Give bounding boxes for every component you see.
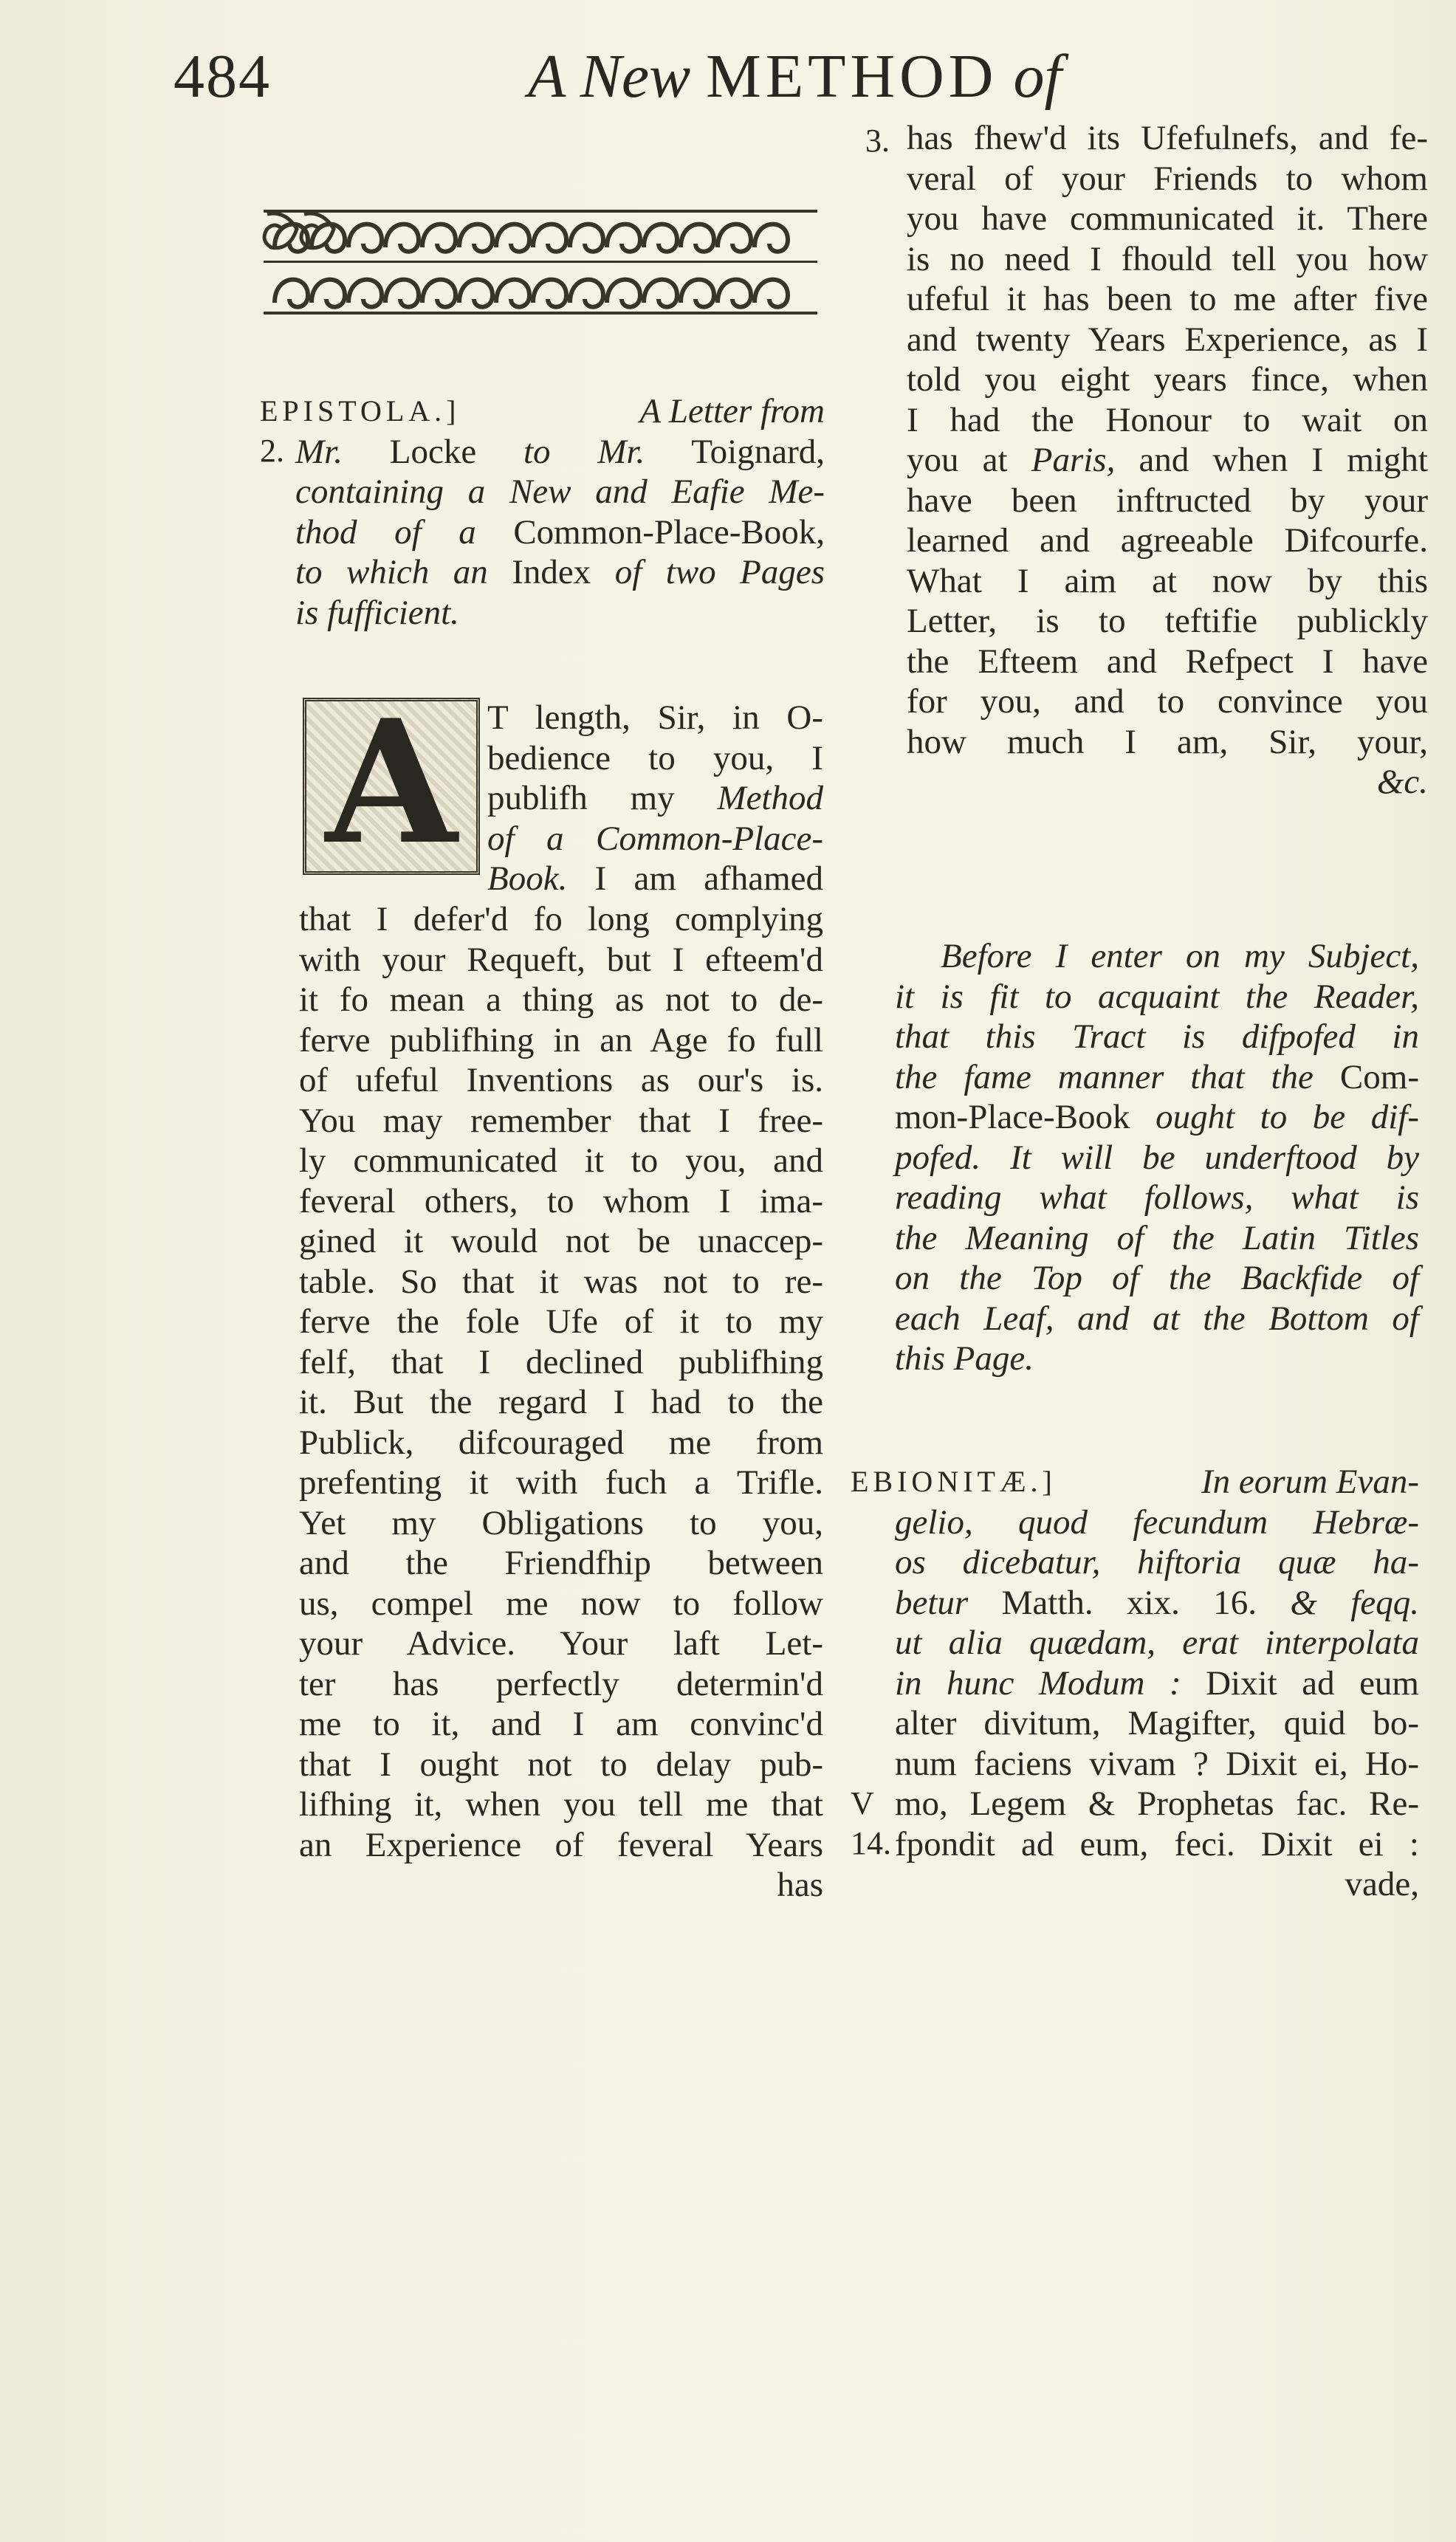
ebionitae-line-2: os dicebatur, hiftoria quæ ha- <box>895 1543 1419 1581</box>
drop-cap-letter: A <box>325 683 458 882</box>
body-line-14: prefenting it with fuch a Trifle. <box>299 1463 823 1502</box>
left-body <box>299 899 823 1906</box>
dropcap-line-2: publifh my Method <box>487 779 823 817</box>
body-line-13: Publick, difcouraged me from <box>299 1423 823 1462</box>
right-line-9: have been inftructed by your <box>907 481 1428 520</box>
dropcap-line-1: bedience to you, I <box>487 738 823 777</box>
epistola-line-0: A Letter from <box>639 392 825 430</box>
right-line-0: has fhew'd its Ufefulnefs, and fe- <box>907 119 1428 157</box>
body-line-5: You may remember that I free- <box>299 1101 823 1140</box>
body-line-1: with your Requeft, but I efteem'd <box>299 940 823 979</box>
margin-letter-v: V <box>851 1785 874 1821</box>
body-line-21: that I ought not to delay pub- <box>299 1745 823 1784</box>
right-line-15: how much I am, Sir, your, <box>907 722 1428 761</box>
running-title-caps: METHOD <box>706 42 998 111</box>
before-line-6: reading what follows, what is <box>895 1178 1419 1217</box>
epistola-line-1: Mr. Locke to Mr. Toignard, <box>295 432 825 471</box>
decorative-ornament-icon <box>260 207 821 317</box>
body-line-7: feveral others, to whom I ima- <box>299 1181 823 1220</box>
epistola-line-3: thod of a Common-Place-Book, <box>295 512 825 552</box>
body-line-8: gined it would not be unaccep- <box>299 1222 823 1260</box>
before-line-8: on the Top of the Backfide of <box>895 1259 1419 1297</box>
dropcap-line-0: T length, Sir, in O- <box>487 698 823 737</box>
right-catchword: vade, <box>1345 1865 1419 1903</box>
page-number: 484 <box>174 42 271 111</box>
before-line-5: pofed. It will be underftood by <box>895 1138 1419 1177</box>
ebionitae-line-0: In eorum Evan- <box>1201 1463 1419 1501</box>
ebionitae-line-6: alter divitum, Magifter, quid bo- <box>895 1704 1419 1742</box>
page-header <box>174 41 1281 122</box>
body-line-15: Yet my Obligations to you, <box>299 1503 823 1542</box>
right-line-2: you have communicated it. There <box>907 199 1428 238</box>
right-line-3: is no need I fhould tell you how <box>907 239 1428 278</box>
body-line-19: ter has perfectly determin'd <box>299 1664 823 1703</box>
body-line-22: lifhing it, when you tell me that <box>299 1785 823 1824</box>
epistola-line-5: is fufficient. <box>295 593 459 632</box>
margin-number-2: 2. <box>260 433 284 469</box>
body-line-6: ly communicated it to you, and <box>299 1141 823 1180</box>
body-line-0: that I defer'd fo long complying <box>299 900 823 938</box>
right-line-7: I had the Honour to wait on <box>907 400 1428 439</box>
right-line-11: What I aim at now by this <box>907 561 1428 600</box>
epistola-block <box>260 391 825 633</box>
dropcap-lines <box>487 698 823 899</box>
right-line-4: ufeful it has been to me after five <box>907 280 1428 318</box>
right-line-12: Letter, is to teftifie publickly <box>907 602 1428 640</box>
body-line-2: it fo mean a thing as not to de- <box>299 980 823 1019</box>
ebionitae-line-8: mo, Legem & Prophetas fac. Re- <box>895 1784 1419 1823</box>
drop-cap <box>303 683 480 882</box>
before-block <box>895 936 1419 1379</box>
ebionitae-block <box>851 1462 1419 1905</box>
body-line-23: an Experience of feveral Years <box>299 1825 823 1864</box>
body-line-9: table. So that it was not to re- <box>299 1262 823 1301</box>
before-line-10: this Page. <box>895 1339 1034 1378</box>
left-catchword: has <box>777 1866 823 1904</box>
ebionitae-line-1: gelio, quod fecundum Hebræ- <box>895 1502 1419 1542</box>
ebionitae-line-9: fpondit ad eum, feci. Dixit ei : <box>895 1824 1419 1863</box>
ebionitae-line-4: ut alia quædam, erat interpolata <box>895 1624 1419 1662</box>
before-line-9: each Leaf, and at the Bottom of <box>895 1299 1419 1338</box>
body-line-17: us, compel me now to follow <box>299 1584 823 1623</box>
before-line-2: that this Tract is difpofed in <box>895 1017 1419 1056</box>
right-line-1: veral of your Friends to whom <box>907 159 1428 198</box>
body-line-11: felf, that I declined publifhing <box>299 1342 823 1381</box>
right-line-8: you at Paris, and when I might <box>907 441 1428 479</box>
running-title-tail: of <box>1013 42 1062 111</box>
right-line-10: learned and agreeable Difcourfe. <box>907 521 1428 560</box>
ebionitae-heading: EBIONITÆ.] <box>851 1465 1057 1498</box>
epistola-heading: EPISTOLA.] <box>260 394 461 427</box>
closing-etc: &c. <box>1376 763 1428 801</box>
before-line-0: Before I enter on my Subject, <box>941 937 1419 975</box>
before-line-7: the Meaning of the Latin Titles <box>895 1218 1419 1257</box>
before-line-1: it is fit to acquaint the Reader, <box>895 977 1419 1016</box>
right-line-13: the Efteem and Refpect I have <box>907 642 1428 681</box>
body-line-3: ferve publifhing in an Age fo full <box>299 1020 823 1059</box>
body-line-16: and the Friendfhip between <box>299 1544 823 1582</box>
body-line-20: me to it, and I am convinc'd <box>299 1705 823 1743</box>
margin-number-14: 14. <box>851 1825 891 1861</box>
epistola-line-2: containing a New and Eafie Me- <box>295 473 825 511</box>
body-line-18: your Advice. Your laft Let- <box>299 1624 823 1663</box>
right-line-5: and twenty Years Experience, as I <box>907 320 1428 359</box>
margin-number-3: 3. <box>865 123 890 159</box>
dropcap-line-3: of a Common-Place- <box>487 819 823 858</box>
ebionitae-line-3: betur Matth. xix. 16. & feqq. <box>895 1583 1419 1622</box>
body-line-12: it. But the regard I had to the <box>299 1383 823 1421</box>
before-line-4: mon-Place-Book ought to be dif- <box>895 1098 1419 1136</box>
body-line-10: ferve the fole Ufe of it to my <box>299 1302 823 1341</box>
running-title-italic: A New <box>528 42 691 111</box>
running-title <box>528 41 1062 112</box>
ebionitae-line-7: num faciens vivam ? Dixit ei, Ho- <box>895 1744 1419 1783</box>
epistola-line-4: to which an Index of two Pages <box>295 553 825 591</box>
before-line-3: the fame manner that the Com- <box>895 1057 1419 1096</box>
right-line-14: for you, and to convince you <box>907 682 1428 721</box>
right-line-6: told you eight years fince, when <box>907 360 1428 399</box>
right-top-text <box>907 118 1428 803</box>
body-line-4: of ufeful Inventions as our's is. <box>299 1061 823 1099</box>
dropcap-line-4: Book. I am afhamed <box>487 859 823 898</box>
ebionitae-line-5: in hunc Modum : Dixit ad eum <box>895 1663 1419 1703</box>
